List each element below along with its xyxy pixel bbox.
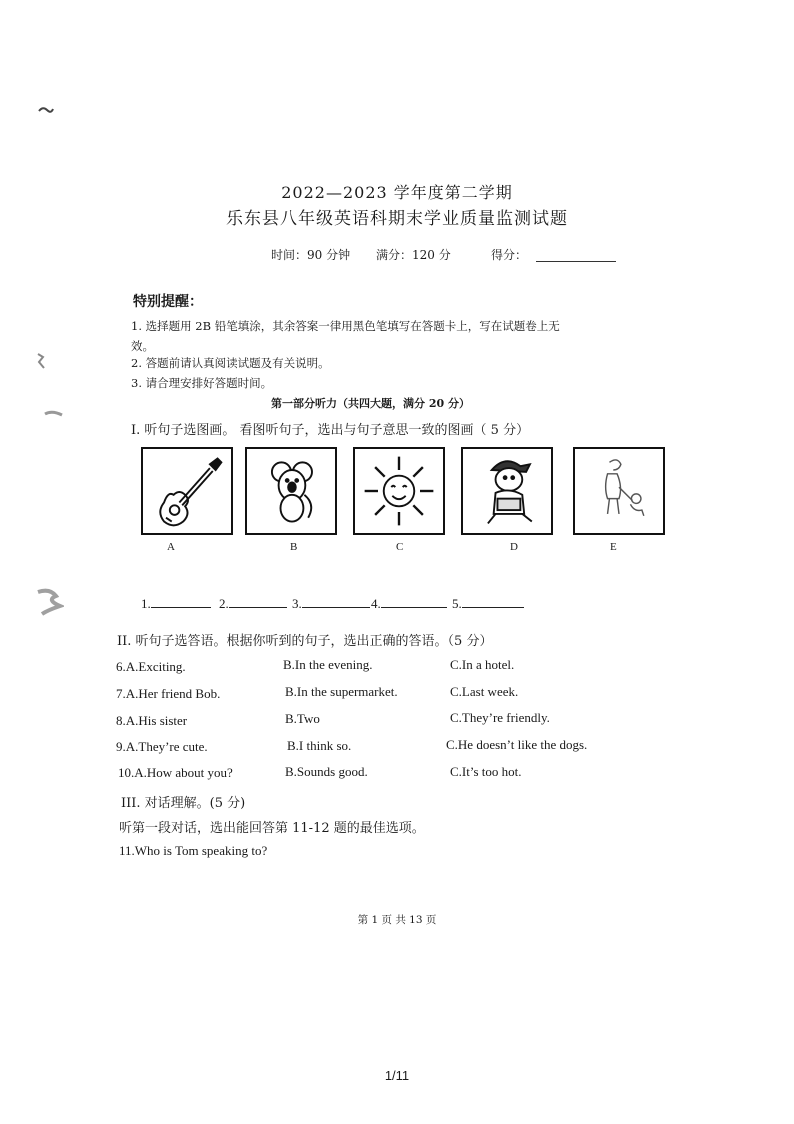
- section3-heading: III. 对话理解。(5 分): [121, 796, 246, 811]
- scan-smudge: [36, 352, 46, 372]
- notice-heading: 特别提醒：: [133, 294, 203, 310]
- question-11: 11.Who is Tom speaking to?: [119, 843, 268, 858]
- answer-blank-1[interactable]: [141, 595, 211, 612]
- option-7c[interactable]: C.Last week.: [450, 684, 519, 699]
- boy-reading-picture: [461, 447, 553, 535]
- notice-item-2: 2. 答题前请认真阅读试题及有关说明。: [131, 356, 330, 370]
- koala-picture: [245, 447, 337, 535]
- part1-heading: 第一部分听力（共四大题，满分 20 分）: [271, 397, 470, 410]
- exam-title-line1: 2022—2023 学年度第二学期: [281, 183, 513, 202]
- option-8a[interactable]: 8.A.His sister: [116, 713, 188, 728]
- exam-full-score: 满分：120 分: [376, 248, 451, 262]
- answer-blank-2[interactable]: [219, 595, 287, 612]
- notice-item-3: 3. 请合理安排好答题时间。: [131, 376, 273, 390]
- blank-number: 5.: [452, 596, 462, 611]
- option-9b[interactable]: B.I think so.: [287, 738, 352, 753]
- option-10b[interactable]: B.Sounds good.: [285, 764, 368, 779]
- option-7b[interactable]: B.In the supermarket.: [285, 684, 398, 699]
- koala-icon: [247, 449, 335, 533]
- blank-line[interactable]: [302, 595, 370, 608]
- exam-title-line2: 乐东县八年级英语科期末学业质量监测试题: [226, 209, 568, 229]
- answer-blank-5[interactable]: [452, 595, 524, 612]
- blank-number: 3.: [292, 596, 302, 611]
- scan-smudge: [38, 98, 54, 106]
- blank-line[interactable]: [381, 595, 447, 608]
- picture-label-e: E: [610, 541, 617, 553]
- notice-item-1: 1. 选择题用 2B 铅笔填涂，其余答案一律用黑色笔填写在答题卡上，写在试题卷上无: [131, 319, 560, 333]
- option-6c[interactable]: C.In a hotel.: [450, 657, 515, 672]
- option-7a[interactable]: 7.A.Her friend Bob.: [116, 686, 221, 701]
- girl-with-dog-picture: [573, 447, 665, 535]
- scan-smudge: [44, 404, 64, 414]
- page-info: 第 1 页 共 13 页: [357, 914, 437, 926]
- option-10c[interactable]: C.It’s too hot.: [450, 764, 522, 779]
- blank-line[interactable]: [462, 595, 524, 608]
- option-10a[interactable]: 10.A.How about you?: [118, 765, 233, 780]
- section2-heading: II. 听句子选答语。根据你听到的句子，选出正确的答语。（5 分）: [117, 634, 493, 649]
- option-9c[interactable]: C.He doesn’t like the dogs.: [446, 737, 588, 752]
- girl-with-dog-icon: [575, 449, 663, 533]
- boy-reading-icon: [463, 449, 551, 533]
- option-9a[interactable]: 9.A.They’re cute.: [116, 739, 208, 754]
- guitar-icon: [143, 449, 231, 533]
- score-blank[interactable]: [536, 261, 616, 262]
- guitar-picture: [141, 447, 233, 535]
- exam-time: 时间：90 分钟: [271, 248, 351, 262]
- picture-label-d: D: [510, 541, 518, 553]
- blank-number: 4.: [371, 596, 381, 611]
- notice-item-1-cont: 效。: [131, 339, 154, 353]
- section1-heading: I. 听句子选图画。 看图听句子，选出与句子意思一致的图画（ 5 分）: [131, 423, 530, 438]
- page-number: 1/11: [384, 1068, 410, 1083]
- blank-line[interactable]: [229, 595, 287, 608]
- score-label: 得分：: [491, 248, 528, 262]
- option-6a[interactable]: 6.A.Exciting.: [116, 659, 186, 674]
- picture-label-a: A: [167, 541, 175, 553]
- blank-number: 1.: [141, 596, 151, 611]
- picture-label-b: B: [290, 541, 298, 553]
- sun-picture: [353, 447, 445, 535]
- scan-smudge: [36, 586, 64, 616]
- option-8b[interactable]: B.Two: [285, 711, 320, 726]
- option-8c[interactable]: C.They’re friendly.: [450, 710, 550, 725]
- option-6b[interactable]: B.In the evening.: [283, 657, 373, 672]
- sun-icon: [355, 449, 443, 533]
- blank-number: 2.: [219, 596, 229, 611]
- answer-blank-4[interactable]: [371, 595, 447, 612]
- blank-line[interactable]: [151, 595, 211, 608]
- picture-label-c: C: [396, 541, 404, 553]
- answer-blank-3[interactable]: [292, 595, 370, 612]
- section3-instruction: 听第一段对话，选出能回答第 11-12 题的最佳选项。: [119, 821, 425, 836]
